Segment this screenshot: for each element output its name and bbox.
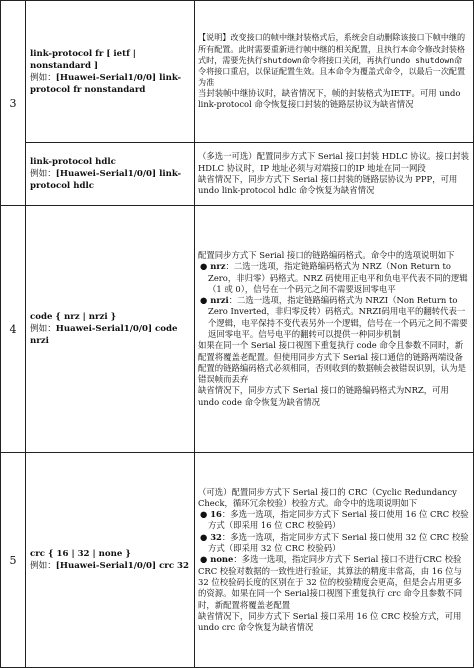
option-item: ● 16：多选一选项，指定同步方式下 Serial 接口使用 16 位 CRC 校验方式（即采用 16 位 CRC 校验码） bbox=[200, 509, 469, 531]
note-text: 【说明】改变接口的帧中继封装格式后，系统会自动删除该接口下帧中继的所有配置。此时需要重新进行帧中继的相关配置，且执行本命令修改封装格式时，需要先执行shutdown命令将接口关闭，再执行undo shutdown命令将接口重启，以保证配置生效。且本命令为覆盖式命令，以最后一次配置为准 bbox=[198, 32, 466, 87]
description-cell bbox=[195, 1, 474, 143]
description-cell bbox=[195, 453, 474, 668]
example-label: 例如： bbox=[30, 561, 56, 571]
command-syntax: crc { 16 | 32 | none } bbox=[30, 549, 131, 559]
command-example: [Huawei-Serial1/0/0] crc 32 bbox=[55, 561, 190, 571]
row-number: 5 bbox=[1, 453, 26, 668]
command-cell bbox=[26, 453, 195, 668]
table-row bbox=[1, 206, 474, 453]
option-item: ● none：多选一选项，指定同步方式下 Serial 接口不进行CRC 校验 bbox=[200, 554, 462, 565]
command-syntax: link-protocol fr [ ietf | nonstandard ] bbox=[30, 48, 136, 71]
option-item: ● nrzi：二选一选项，指定链路编码格式为 NRZI（Non Return to Zero Inverted，非归零反转）码格式。NRZI码用电平的翻转代表一个逻辑，电平保持不变代表另外一个逻辑，信号在一个码元之间不需要返回零电平。信号电平的翻转可以提供一种同步机制 bbox=[200, 295, 468, 339]
command-cell bbox=[26, 206, 195, 453]
example-label: 例如： bbox=[30, 324, 56, 334]
description-cell bbox=[195, 143, 474, 206]
description-default: 缺省情况下，同步方式下 Serial 接口的链路编码格式为NRZ，可用 undo code 命令恢复为缺省情况 bbox=[198, 385, 449, 407]
table-row bbox=[1, 453, 474, 668]
command-example: Huawei-Serial1/0/0] code nrzi bbox=[30, 324, 178, 346]
description-text: 当封装帧中继协议时，缺省情况下，帧的封装格式为IETF。可用 undo link-protocol 命令恢复接口封装的链路层协议为缺省情况 bbox=[198, 87, 461, 110]
command-syntax: code { nrz | nrzi } bbox=[30, 312, 117, 322]
description-cell bbox=[195, 206, 474, 453]
description-intro: （可选）配置同步方式下 Serial 接口的 CRC（Cyclic Redundancy Check，循环冗余校验）校验方式。命令中的选项说明如下 bbox=[198, 486, 457, 508]
description-text: CRC 校验对数据的一致性进行验证，其算法的精度丰常高，由 16 位与 32 位校验码长度的区别在于 32 位的校验精度会更高，但是会占用更多的资源。如果在同一个 Serial接口视图下重复执行 crc 命令且参数不同时，新配置将覆盖老配置 bbox=[198, 565, 463, 610]
example-label: 例如： bbox=[30, 169, 56, 179]
table-row bbox=[1, 143, 474, 206]
description-text: （多选一可选）配置同步方式下 Serial 接口封装 HDLC 协议。接口封装 HDLC 协议时，IP 地址必须与对端接口的IP 地址在同一网段 bbox=[198, 151, 470, 173]
command-cell bbox=[26, 143, 195, 206]
command-syntax: link-protocol hdlc bbox=[30, 157, 116, 167]
option-item: ● 32：多选一选项，指定同步方式下 Serial 接口使用 32 位 CRC 校验方式（即采用 32 位 CRC 校验码） bbox=[200, 531, 469, 554]
row-number: 3 bbox=[1, 1, 26, 206]
command-cell bbox=[26, 1, 195, 143]
row-number: 4 bbox=[1, 206, 26, 453]
example-label: 例如： bbox=[30, 72, 56, 83]
description-intro: 配置同步方式下 Serial 接口的链路编码格式。命令中的选项说明如下 bbox=[198, 249, 455, 260]
description-default: 缺省情况下，同步方式下 Serial 接口封装的链路层协议为 PPP，可用 undo link-protocol hdlc 命令恢复为缺省情况 bbox=[198, 174, 458, 196]
description-default: 缺省情况下，同步方式下 Serial 接口采用 16 位 CRC 校验方式，可用 undo crc 命令恢复为缺省情况 bbox=[198, 610, 462, 633]
command-example: [Huawei-Serial1/0/0] link-protocol fr nonstandard bbox=[30, 72, 182, 95]
command-example: [Huawei-Serial1/0/0] link-protocol hdlc bbox=[30, 169, 182, 191]
description-text: 如果在同一个 Serial 接口视图下重复执行 code 命令且参数不同时，新配置将覆盖老配置。但使用同步方式下 Serial 接口通信的链路两端设备配置的链路编码格式必须相同，否则收到的数据帧会被错误识别，认为是错误帧而丢弃 bbox=[198, 340, 466, 385]
table-row bbox=[1, 1, 474, 143]
option-item: ● nrz：二选一选项，指定链路编码格式为 NRZ（Non Return to Zero，非归零）码格式。NRZ 码使用正电平和负电平代表不同的逻辑（1 或 0），信号在一个码元之间不需要返回零电平 bbox=[200, 261, 468, 294]
